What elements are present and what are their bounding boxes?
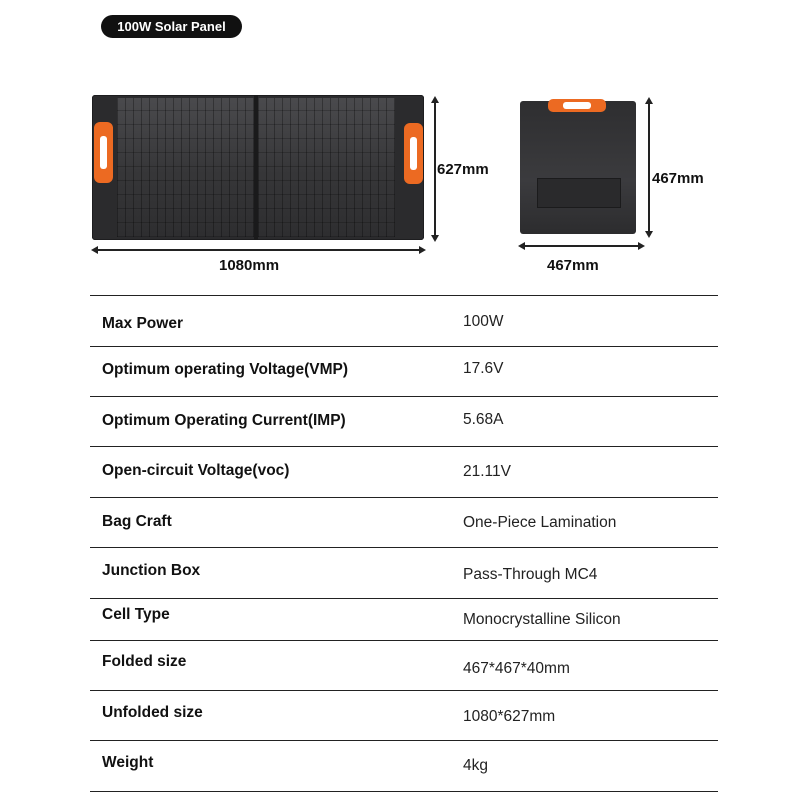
solar-cells-right xyxy=(258,98,395,237)
spec-label: Bag Craft xyxy=(102,513,172,530)
arrow-left-icon xyxy=(518,242,525,250)
handle-right-icon xyxy=(404,123,423,184)
table-row xyxy=(90,640,718,690)
spec-label: Optimum Operating Current(IMP) xyxy=(102,412,346,429)
table-row xyxy=(90,740,718,792)
width-arrow-line xyxy=(97,249,419,251)
table-row xyxy=(90,346,718,396)
arrow-up-icon xyxy=(431,96,439,103)
spec-label: Optimum operating Voltage(VMP) xyxy=(102,361,348,378)
handle-left-icon xyxy=(94,122,113,183)
table-row xyxy=(90,547,718,598)
folded-pocket xyxy=(537,178,621,208)
folded-width-arrow-line xyxy=(524,245,639,247)
unfolded-width-label: 1080mm xyxy=(219,257,280,274)
arrow-right-icon xyxy=(638,242,645,250)
spec-label: Cell Type xyxy=(102,606,170,623)
folded-panel-image xyxy=(520,101,636,234)
unfolded-height-label: 627mm xyxy=(437,161,489,178)
solar-cells-left xyxy=(117,98,254,237)
spec-label: Weight xyxy=(102,754,154,771)
table-row xyxy=(90,446,718,497)
spec-value: 5.68A xyxy=(463,411,504,428)
spec-value: 21.11V xyxy=(463,463,511,480)
spec-value: One-Piece Lamination xyxy=(463,514,617,531)
spec-table xyxy=(90,295,718,792)
arrow-down-icon xyxy=(431,235,439,242)
unfolded-panel-image xyxy=(92,95,424,240)
spec-label: Folded size xyxy=(102,653,187,670)
spec-value: 1080*627mm xyxy=(463,708,556,725)
spec-label: Unfolded size xyxy=(102,704,203,721)
spec-value: Pass-Through MC4 xyxy=(463,566,598,583)
spec-value: 17.6V xyxy=(463,360,504,377)
folded-height-arrow-line xyxy=(648,103,650,233)
spec-label: Junction Box xyxy=(102,562,201,579)
spec-label: Open-circuit Voltage(voc) xyxy=(102,462,290,479)
spec-value: Monocrystalline Silicon xyxy=(463,611,621,628)
arrow-up-icon xyxy=(645,97,653,104)
folded-width-label: 467mm xyxy=(547,257,599,274)
table-row xyxy=(90,295,718,346)
arrow-right-icon xyxy=(419,246,426,254)
spec-label: Max Power xyxy=(102,315,183,332)
spec-value: 4kg xyxy=(463,757,488,774)
arrow-down-icon xyxy=(645,231,653,238)
height-arrow-line xyxy=(434,101,436,237)
table-row xyxy=(90,690,718,740)
folded-height-label: 467mm xyxy=(652,170,704,187)
table-row xyxy=(90,598,718,640)
table-row xyxy=(90,396,718,446)
folded-handle-icon xyxy=(548,99,606,112)
table-row xyxy=(90,497,718,547)
arrow-left-icon xyxy=(91,246,98,254)
spec-value: 100W xyxy=(463,313,504,330)
page-title: 100W Solar Panel xyxy=(101,15,242,38)
spec-value: 467*467*40mm xyxy=(463,660,570,677)
